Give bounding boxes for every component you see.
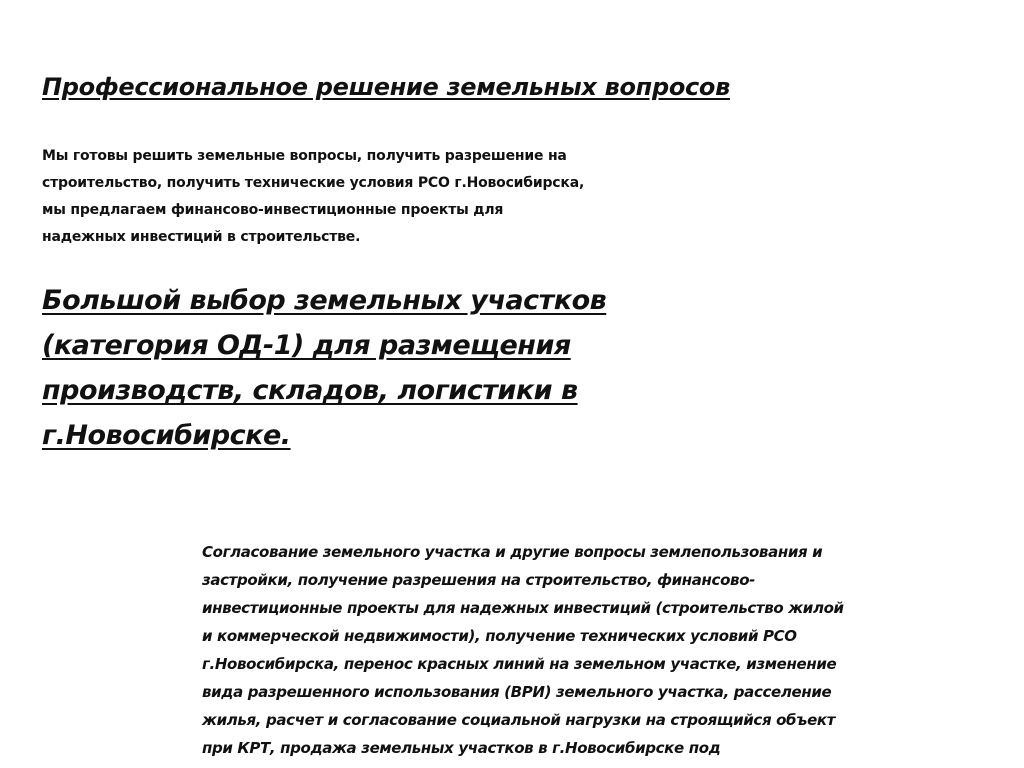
headline-line[interactable]: производств, складов, логистики в — [42, 375, 578, 406]
description-line: вида разрешенного использования (ВРИ) земельного участка, расселение — [202, 683, 832, 701]
page-title: Профессиональное решение земельных вопросов — [42, 73, 731, 101]
description-line: и коммерческой недвижимости), получение технических условий РСО — [202, 627, 797, 645]
intro-paragraph — [42, 143, 632, 251]
intro-line: надежных инвестиций в строительстве. — [42, 229, 361, 245]
headline-line[interactable]: Большой выбор земельных участков — [42, 285, 607, 316]
description-line: при КРТ, продажа земельных участков в г.Новосибирске под — [202, 739, 721, 757]
description-line: жилья, расчет и согласование социальной нагрузки на строящийся объект — [202, 711, 836, 729]
intro-line: мы предлагаем финансово-инвестиционные проекты для — [42, 202, 504, 218]
intro-line: строительство, получить технические условия РСО г.Новосибирска, — [42, 175, 585, 191]
land-plots-headline-link[interactable] — [42, 278, 607, 458]
headline-line[interactable]: (категория ОД-1) для размещения — [42, 330, 571, 361]
description-line: застройки, получение разрешения на строительство, финансово- — [202, 571, 756, 589]
headline-line[interactable]: г.Новосибирске. — [42, 420, 291, 451]
description-line: г.Новосибирска, перенос красных линий на земельном участке, изменение — [202, 655, 837, 673]
services-description — [202, 538, 842, 762]
description-line: инвестиционные проекты для надежных инвестиций (строительство жилой — [202, 599, 844, 617]
description-line: Согласование земельного участка и другие вопросы землепользования и — [202, 543, 823, 561]
intro-line: Мы готовы решить земельные вопросы, получить разрешение на — [42, 148, 567, 164]
